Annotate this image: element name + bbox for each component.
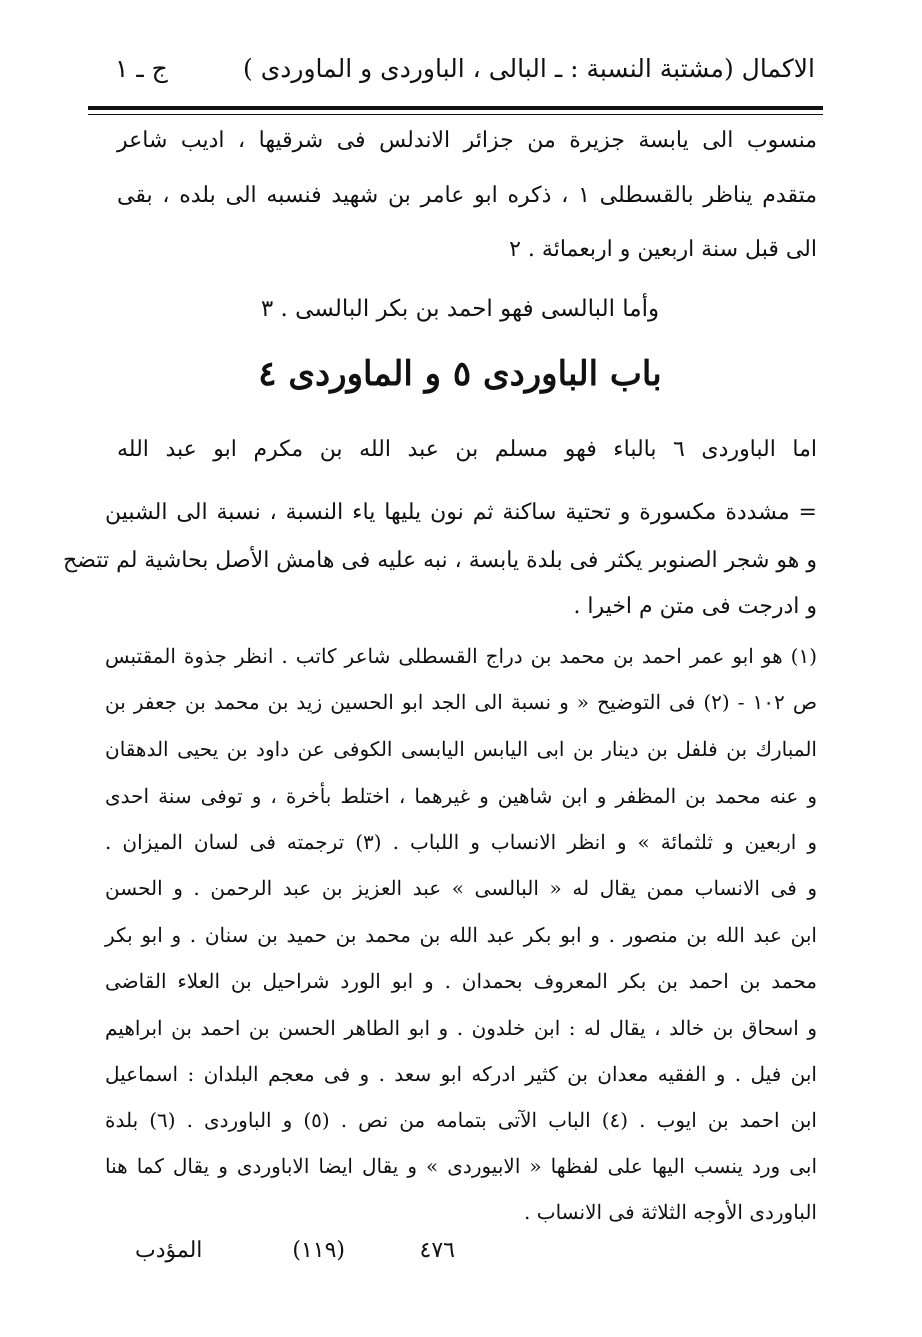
page-footer bbox=[95, 1238, 815, 1278]
page-header bbox=[95, 40, 815, 98]
footnote-line: محمد بن احمد بن بكر المعروف بحمدان . و ابو الورد شراحيل بن العلاء القاضى bbox=[105, 969, 817, 993]
footnote-line: ابن فيل . و الفقيه معدان بن كثير ادركه ابو سعد . و فى معجم البلدان : اسماعيل bbox=[105, 1062, 817, 1086]
footnote-line: الباوردى الأوجه الثلاثة فى الانساب . bbox=[524, 1200, 817, 1224]
page-number: ٤٧٦ bbox=[419, 1238, 455, 1263]
body-line: متقدم يناظر بالقسطلى ١ ، ذكره ابو عامر بن شهيد فنسبه الى بلده ، بقى bbox=[117, 183, 818, 208]
footnote-continuation-line: و ادرجت فى متن م اخيرا . bbox=[573, 594, 817, 619]
header-rule-thin bbox=[88, 114, 823, 115]
footnote-line: و اربعين و ثلثمائة » و انظر الانساب و اللباب . (٣) ترجمته فى لسان الميزان . bbox=[105, 830, 817, 854]
volume-label: ج ـ ١ bbox=[115, 54, 168, 83]
section-heading: باب الباوردى ٥ و الماوردى ٤ bbox=[258, 354, 662, 394]
footnote-continuation-line: و هو شجر الصنوبر يكثر فى بلدة يابسة ، نبه عليه فى هامش الأصل بحاشية لم تتضح bbox=[63, 548, 817, 573]
footnote-line: و عنه محمد بن المظفر و ابن شاهين و غيرهما ، اختلط بأخرة ، و توفى سنة احدى bbox=[105, 784, 817, 808]
footnote-line: ص ١٠٢ - (٢) فى التوضيح « و نسبة الى الجد ابو الحسين زيد بن محمد بن جعفر بن bbox=[105, 690, 818, 714]
body-line: الى قبل سنة اربعين و اربعمائة . ٢ bbox=[509, 237, 817, 262]
body-line: اما الباوردى ٦ بالباء فهو مسلم بن عبد الله بن مكرم ابو عبد الله bbox=[117, 437, 817, 462]
footnote-line: (١) هو ابو عمر احمد بن محمد بن دراج القسطلى شاعر كاتب . انظر جذوة المقتبس bbox=[105, 644, 817, 668]
editor-mark: المؤدب bbox=[135, 1238, 203, 1263]
footnote-line: ابى ورد ينسب اليها على لفظها « الابيوردى » و يقال ايضا الاباوردى و يقال كما هنا bbox=[105, 1154, 817, 1178]
header-rule-thick bbox=[88, 106, 823, 110]
footnote-line: المبارك بن فلفل بن دينار بن ابى اليابس اليابسى الكوفى عن داود بن يحيى الدهقان bbox=[105, 737, 817, 761]
body-line: منسوب الى يابسة جزيرة من جزائر الاندلس فى شرقيها ، اديب شاعر bbox=[117, 128, 817, 153]
footnote-continuation-line: = مشددة مكسورة و تحتية ساكنة ثم نون يليها ياء النسبة ، نسبة الى الشبين bbox=[105, 500, 817, 525]
signature-mark: (١١٩) bbox=[292, 1238, 345, 1263]
footnote-line: و اسحاق بن خالد ، يقال له : ابن خلدون . و ابو الطاهر الحسن بن احمد بن ابراهيم bbox=[105, 1016, 817, 1040]
body-line: وأما البالسى فهو احمد بن بكر البالسى . ٣ bbox=[260, 296, 660, 322]
running-head: الاكمال (مشتبة النسبة : ـ البالى ، الباوردى و الماوردى ) bbox=[243, 54, 815, 83]
footnote-line: ابن احمد بن ايوب . (٤) الباب الآتى بتمامه من نص . (٥) و الباوردى . (٦) بلدة bbox=[105, 1108, 817, 1132]
footnote-line: ابن عبد الله بن منصور . و ابو بكر عبد الله بن محمد بن حميد بن سنان . و ابو بكر bbox=[105, 923, 817, 947]
footnote-line: و فى الانساب ممن يقال له « البالسى » عبد العزيز بن عبد الرحمن . و الحسن bbox=[105, 876, 817, 900]
